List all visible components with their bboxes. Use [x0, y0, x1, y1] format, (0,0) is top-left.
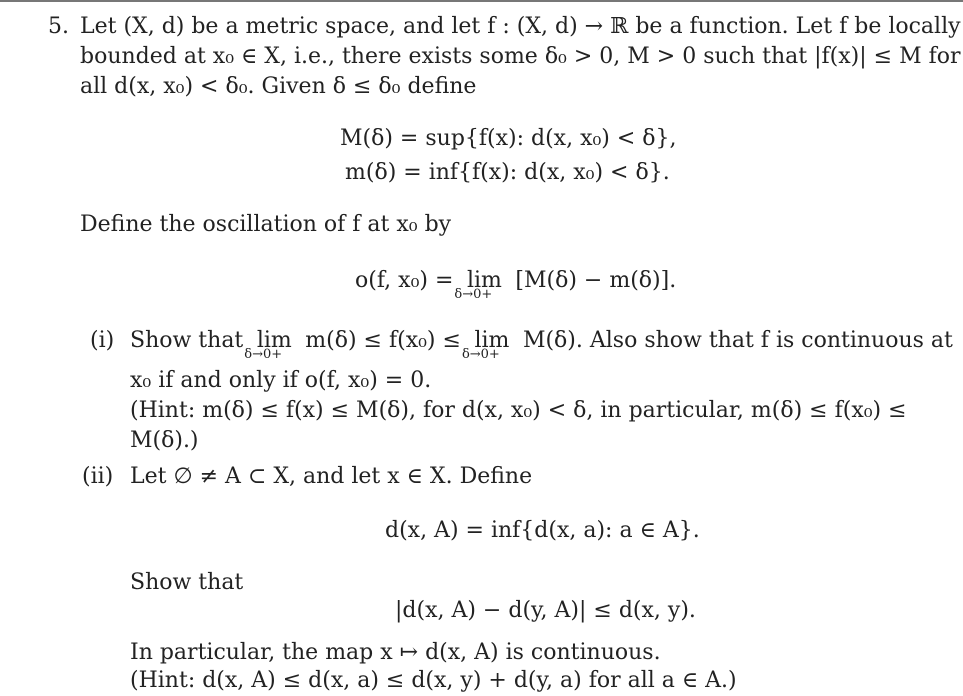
problem-line-3: all d(x, x₀) < δ₀. Given δ ≤ δ₀ define	[80, 74, 477, 99]
oscillation-left: o(f, x₀) =	[355, 268, 454, 293]
distance-inequality: |d(x, A) − d(y, A)| ≤ d(x, y).	[395, 598, 696, 623]
definition-inf: m(δ) = inf{f(x): d(x, x₀) < δ}.	[345, 160, 670, 185]
limit-operator: lim δ→0+	[454, 268, 502, 302]
limit-subscript: δ→0+	[244, 347, 283, 362]
oscillation-intro: Define the oscillation of f at x₀ by	[80, 212, 452, 237]
part-i-line-1: Show that lim δ→0+ m(δ) ≤ f(x₀) ≤ lim δ→0+ M(δ). Also show that f is continuous at	[130, 328, 953, 362]
problem-number: 5.	[48, 14, 69, 39]
oscillation-formula	[355, 266, 677, 302]
part-ii-label: (ii)	[82, 464, 114, 489]
part-i-hint-1: (Hint: m(δ) ≤ f(x) ≤ M(δ), for d(x, x₀) < δ, in particular, m(δ) ≤ f(x₀) ≤	[130, 398, 907, 423]
part-ii-line-1: Let ∅ ≠ A ⊂ X, and let x ∈ X. Define	[130, 464, 533, 489]
part-i-label: (i)	[90, 328, 115, 353]
top-rule	[0, 0, 963, 2]
limit-subscript: δ→0+	[461, 347, 500, 362]
distance-definition: d(x, A) = inf{d(x, a): a ∈ A}.	[385, 518, 700, 543]
part-ii-hint: (Hint: d(x, A) ≤ d(x, a) ≤ d(x, y) + d(y, a) for all a ∈ A.)	[130, 668, 737, 693]
oscillation-right: [M(δ) − m(δ)].	[515, 268, 677, 293]
part-i-line-2: x₀ if and only if o(f, x₀) = 0.	[130, 368, 432, 393]
limit-operator: lim δ→0+	[461, 328, 510, 362]
limit-subscript: δ→0+	[454, 287, 493, 302]
limit-operator: lim δ→0+	[244, 328, 292, 362]
problem-line-1: Let (X, d) be a metric space, and let f : (X, d) → ℝ be a function. Let f be locally	[80, 14, 961, 39]
problem-line-2: bounded at x₀ ∈ X, i.e., there exists some δ₀ > 0, M > 0 such that |f(x)| ≤ M for	[80, 44, 961, 69]
part-ii-line-3: In particular, the map x ↦ d(x, A) is continuous.	[130, 640, 661, 665]
part-i-hint-2: M(δ).)	[130, 428, 199, 453]
definition-sup: M(δ) = sup{f(x): d(x, x₀) < δ},	[340, 126, 677, 151]
show-that: Show that	[130, 570, 244, 595]
